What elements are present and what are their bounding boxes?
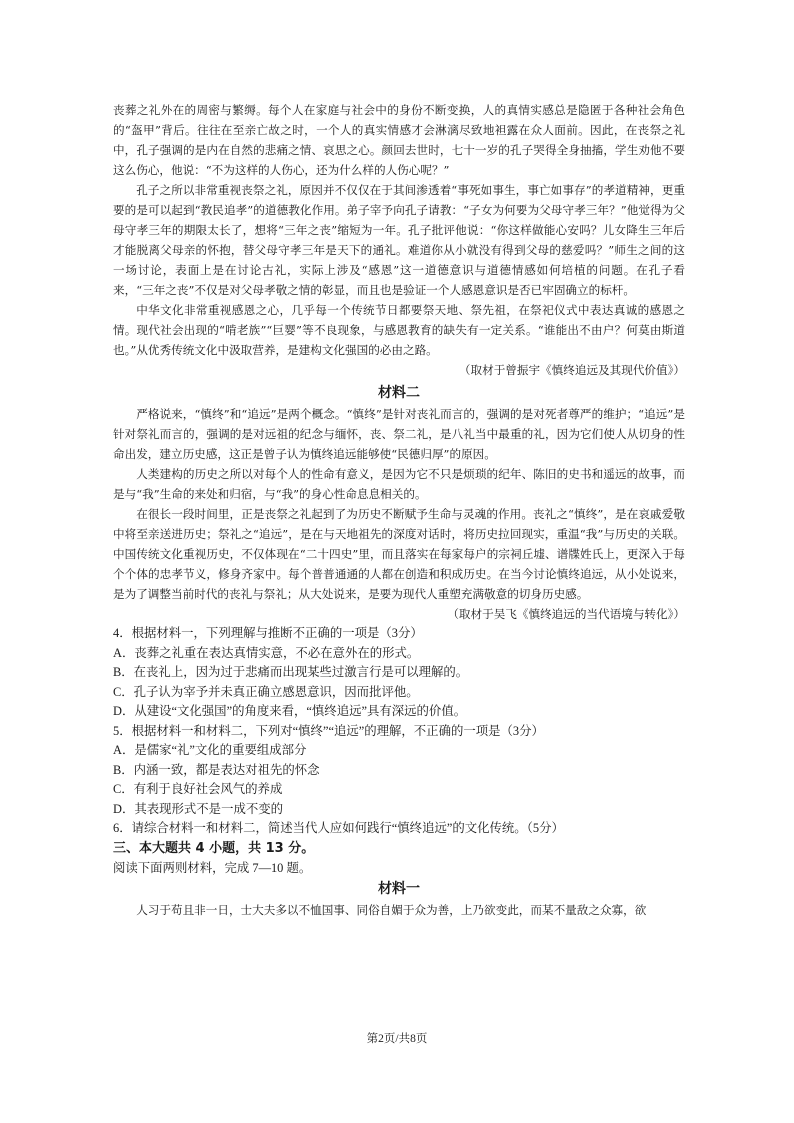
section-3-title: 三、本大题共 4 小题，共 13 分。 xyxy=(113,840,315,856)
question-5-option-a: A．是儒家“礼”文化的重要组成部分 xyxy=(113,743,307,757)
question-5-stem: 5．根据材料一和材料二，下列对“慎终”“追远”的理解，不正确的一项是（3分） xyxy=(113,723,544,738)
material1-paragraph-2: 孔子之所以非常重视丧祭之礼，原因并不仅仅在于其间渗透着“事死如事生，事亡如事存”的孝道精神，更重要的是可以起到“教民追孝”的道德教化作用。弟子宰予向孔子请教：“子女为何要为父母守孝三年？”他觉得为父母守孝三年的期限太长了，想将“三年之丧”缩短为一年。孔子批评他说：“你这样做能心安吗？儿女降生三年后才能脱离父母亲的怀抱，替父母守孝三年是天下的通礼。难道你从小就没有得到父母的慈爱吗？”师生之间的这一场讨论，表面上是在讨论古礼，实际上涉及“感恩”这一道德意识与道德情感如何培植的问题。在孔子看来，“三年之丧”不仅是对父母孝敬之情的彰显，而且也是验证一个人感恩意识是否已牢固确立的标杆。 xyxy=(113,183,685,297)
question-4-option-c: C．孔子认为宰予并未真正确立感恩意识，因而批评他。 xyxy=(113,684,419,699)
question-6-stem: 6．请综合材料一和材料二，简述当代人应如何践行“慎终追远”的文化传统。（5分） xyxy=(113,821,564,835)
material2-heading: 材料二 xyxy=(378,385,420,401)
material1-paragraph-1: 丧葬之礼外在的周密与繁缛。每个人在家庭与社会中的身份不断变换，人的真情实感总是隐匿于各种社会角色的“盔甲”背后。往往在至亲亡故之时，一个人的真实情感才会淋漓尽致地袒露在众人面前。因此，在丧祭之礼中，孔子强调的是内在自然的悲痛之情、哀思之心。颜回去世时，七十一岁的孔子哭得全身抽搐，学生劝他不要这么伤心，他说：“不为这样的人伤心，还为什么样的人伤心呢？” xyxy=(113,103,685,177)
section-3-material1-heading: 材料一 xyxy=(378,881,420,897)
material1-paragraph-3: 中华文化非常重视感恩之心，几乎每一个传统节日都要祭天地、祭先祖，在祭祀仪式中表达真诚的感恩之情。现代社会出现的“啃老族”“巨婴”等不良现象，与感恩教育的缺失有一定关系。“谁能出不由户？何莫由斯道也。”从优秀传统文化中汲取营养，是建构文化强国的必由之路。 xyxy=(113,303,685,357)
material2-paragraph-3: 在很长一段时间里，正是丧祭之礼起到了为历史不断赋予生命与灵魂的作用。丧礼之“慎终”，是在哀戚爱敬中将至亲送进历史；祭礼之“追远”，是在与天地祖先的深度对话时，将历史拉回现实，重温“我”与历史的关联。中国传统文化重视历史，不仅体现在“二十四史”里，而且落实在每家每户的宗祠丘墟、谱牒姓氏上，更深入于每个个体的忠孝节义，修身齐家中。每个普普通通的人都在创造和积成历史。在当今讨论慎终追远，从小处说来，是为了调整当前时代的丧礼与祭礼；从大处说来，是要为现代人重塑充满敬意的切身历史感。 xyxy=(113,507,685,601)
material2-paragraph-1: 严格说来，“慎终”和“追远”是两个概念。“慎终”是针对丧礼而言的，强调的是对死者尊严的维护；“追远”是针对祭礼而言的，强调的是对远祖的纪念与缅怀，丧、祭二礼，是八礼当中最重的礼，因为它们使人从切身的性命出发，建立历史感，这正是曾子认为慎终追远能够使“民德归厚”的原因。 xyxy=(113,407,685,461)
section-3-intro: 阅读下面两则材料，完成 7—10 题。 xyxy=(113,860,312,875)
material2-source: （取材于吴飞《慎终追远的当代语境与转化》） xyxy=(447,607,685,621)
question-5-option-d: D．其表现形式不是一成不变的 xyxy=(113,801,284,816)
section-3-material1-paragraph: 人习于苟且非一日，士大夫多以不恤国事、同俗自媚于众为善，上乃欲变此，而某不量敌之众寡，欲 xyxy=(136,903,647,917)
material1-source: （取材于曾振宇《慎终追远及其现代价值》） xyxy=(458,363,685,377)
material2-paragraph-2: 人类建构的历史之所以对每个人的性命有意义，是因为它不只是烦琐的纪年、陈旧的史书和遥远的故事，而是与“我”生命的来处和归宿，与“我”的身心性命息息相关的。 xyxy=(113,467,685,501)
question-4-option-a: A．丧葬之礼重在表达真情实意，不必在意外在的形式。 xyxy=(113,645,420,660)
question-4-option-b: B．在丧礼上，因为过于悲痛而出现某些过激言行是可以理解的。 xyxy=(113,665,469,679)
question-5-option-b: B．内涵一致，都是表达对祖先的怀念 xyxy=(113,762,320,777)
question-4-stem: 4．根据材料一，下列理解与推断不正确的一项是（3分） xyxy=(113,626,423,640)
page-number: 第2页/共8页 xyxy=(366,1033,428,1045)
document-page xyxy=(113,100,685,920)
question-4-option-d: D．从建设“文化强国”的角度来看，“慎终追远”具有深远的价值。 xyxy=(113,704,467,718)
question-5-option-c: C．有利于良好社会风气的养成 xyxy=(113,782,283,796)
